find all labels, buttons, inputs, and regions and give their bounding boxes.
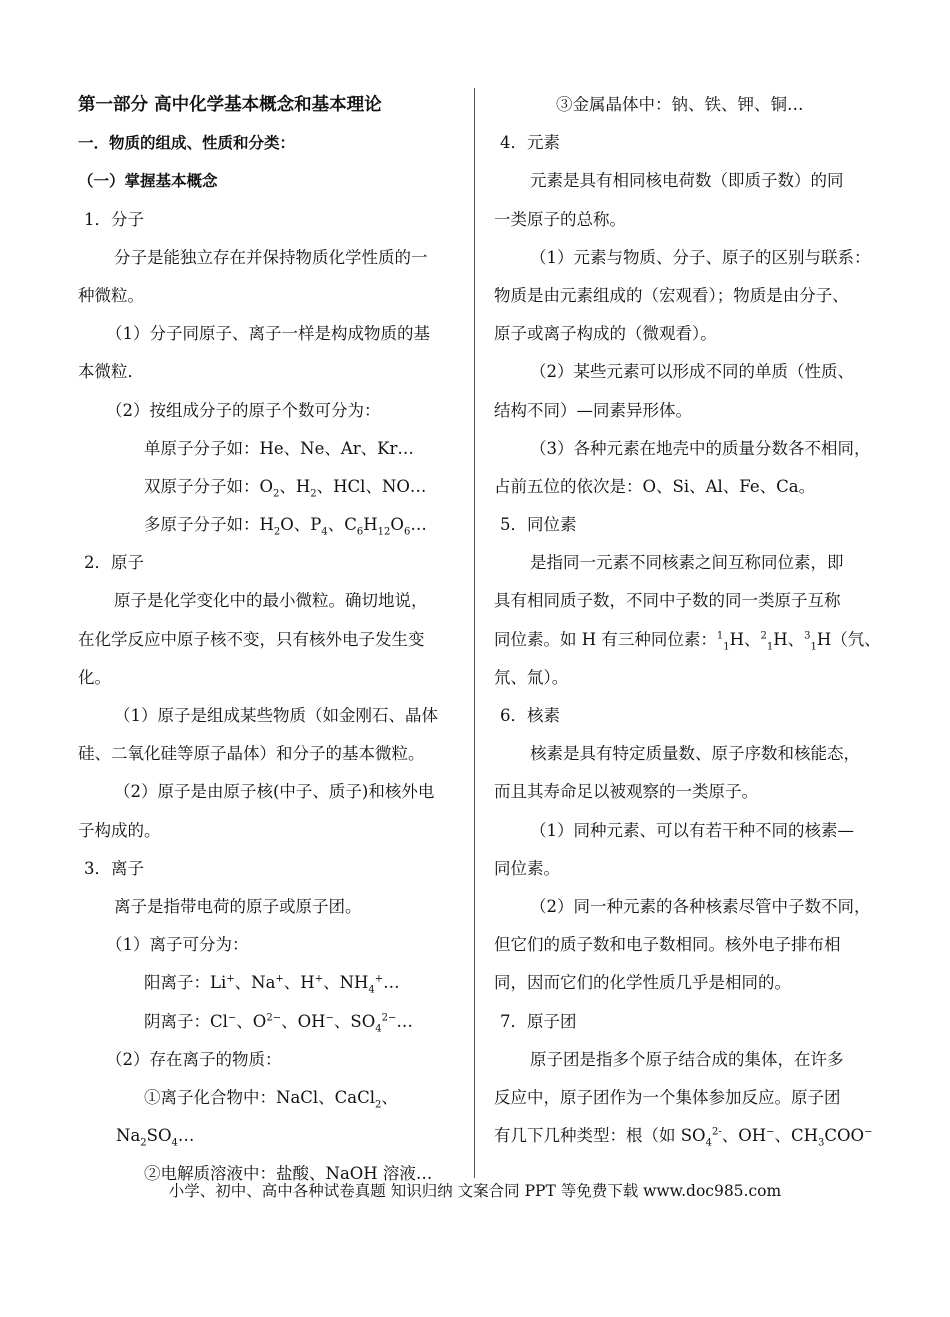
formula-label: 阳离子： bbox=[144, 973, 210, 993]
superscript: + bbox=[226, 973, 235, 985]
superscript: + bbox=[314, 973, 324, 985]
formula-text: H、 bbox=[729, 629, 761, 649]
subscript: 6 bbox=[403, 526, 411, 538]
formula-text: 、C bbox=[327, 515, 357, 535]
paragraph-line: 化。 bbox=[78, 667, 111, 687]
subscript: 4 bbox=[171, 1137, 178, 1149]
paragraph-line: （2）某些元素可以形成不同的单质（性质、 bbox=[530, 362, 854, 382]
page-title: 第一部分 高中化学基本概念和基本理论 bbox=[78, 95, 382, 115]
formula-text: H bbox=[259, 515, 274, 535]
paragraph-line: 本微粒． bbox=[78, 362, 144, 382]
paragraph-line: 具有相同质子数，不同中子数的同一类原子互称 bbox=[494, 591, 841, 611]
formula-text: He、Ne、Ar、Kr… bbox=[259, 438, 414, 458]
superscript: + bbox=[275, 973, 284, 985]
formula-text: 、HCl、NO… bbox=[316, 476, 427, 496]
formula-label: 单原子分子如： bbox=[144, 438, 260, 458]
item-heading-isotope: 5．同位素 bbox=[500, 515, 577, 535]
left-column bbox=[78, 86, 458, 1193]
formula-text: 、SO bbox=[333, 1011, 376, 1031]
isotope-line bbox=[494, 621, 882, 659]
formula-text: … bbox=[410, 515, 427, 535]
formula-line-metal: ③金属晶体中：钠、铁、钾、铜… bbox=[556, 95, 804, 114]
superscript: − bbox=[766, 1126, 775, 1138]
paragraph-line: 一类原子的总称。 bbox=[494, 209, 626, 229]
subscript: 2 bbox=[310, 488, 317, 500]
formula-label: ①离子化合物中： bbox=[144, 1087, 276, 1107]
formula-line-ionic-compound-cont bbox=[78, 1117, 458, 1155]
formula-line-electrolyte: ②电解质溶液中：盐酸、NaOH 溶液… bbox=[144, 1164, 433, 1184]
subscript: 6 bbox=[356, 526, 364, 538]
subscript: 1 bbox=[723, 640, 730, 652]
formula-label: 有几下几种类型：根（如 SO bbox=[494, 1126, 706, 1146]
paragraph-line: 分子是能独立存在并保持物质化学性质的一 bbox=[114, 247, 428, 267]
paragraph-line: 氘、氚）。 bbox=[494, 667, 569, 687]
paragraph-line: 离子是指带电荷的原子或原子团。 bbox=[114, 896, 362, 916]
item-heading-ion: 3．离子 bbox=[84, 858, 144, 878]
paragraph-line: （1）同种元素、可以有若干种不同的核素— bbox=[530, 820, 854, 840]
page-footer: 小学、初中、高中各种试卷真题 知识归纳 文案合同 PPT 等免费下载 www.doc985.com bbox=[168, 1182, 782, 1200]
subscript: 4 bbox=[368, 984, 375, 996]
formula-text: … bbox=[383, 973, 400, 993]
formula-line-ionic-compound bbox=[78, 1079, 458, 1117]
paragraph-line: 元素是具有相同核电荷数（即质子数）的同 bbox=[530, 171, 844, 191]
superscript: 2− bbox=[381, 1012, 397, 1023]
formula-text: Li bbox=[210, 973, 227, 993]
paragraph-line: 结构不同）—同素异形体。 bbox=[494, 400, 692, 420]
item-heading-molecule: 1．分子 bbox=[84, 209, 144, 229]
subscript: 2 bbox=[375, 1099, 382, 1111]
formula-line-polyatomic bbox=[78, 506, 458, 544]
formula-text: NaCl、CaCl bbox=[276, 1087, 376, 1107]
paragraph-line: 原子或离子构成的（微观看）。 bbox=[494, 324, 717, 344]
paragraph-line: （2）按组成分子的原子个数可分为： bbox=[106, 400, 381, 420]
paragraph-line: （2）原子是由原子核(中子、质子)和核外电 bbox=[114, 782, 435, 802]
paragraph-line: 占前五位的依次是：O、Si、Al、Fe、Ca。 bbox=[494, 476, 816, 496]
formula-text: H、 bbox=[773, 629, 805, 649]
paragraph-line: 而且其寿命足以被观察的一类原子。 bbox=[494, 782, 758, 802]
right-column bbox=[494, 86, 882, 1155]
paragraph-line: 物质是由元素组成的（宏观看）；物质是由分子、 bbox=[494, 285, 849, 305]
subscript: 2 bbox=[273, 526, 281, 538]
paragraph-line: 同，因而它们的化学性质几乎是相同的。 bbox=[494, 973, 791, 993]
superscript: − bbox=[325, 1012, 334, 1023]
formula-line-monatomic bbox=[78, 430, 458, 468]
formula-text: O bbox=[390, 515, 404, 535]
superscript: + bbox=[374, 973, 384, 985]
superscript: 2− bbox=[266, 1012, 282, 1023]
paragraph-line: （2）存在离子的物质： bbox=[106, 1049, 282, 1069]
subscript: 4 bbox=[705, 1137, 712, 1149]
superscript: 2 bbox=[760, 630, 767, 642]
paragraph-line: （1）分子同原子、离子一样是构成物质的基 bbox=[106, 324, 430, 344]
formula-text: 、NH bbox=[323, 973, 369, 993]
formula-text: O、P bbox=[280, 515, 322, 535]
formula-text: … bbox=[177, 1126, 195, 1146]
formula-text: … bbox=[396, 1011, 413, 1031]
section-heading: 一．物质的组成、性质和分类： bbox=[78, 134, 296, 153]
formula-text: H（氕、 bbox=[816, 629, 881, 649]
subscript: 2 bbox=[140, 1137, 147, 1149]
subsection-heading: （一）掌握基本概念 bbox=[78, 172, 218, 191]
formula-text: Na bbox=[116, 1126, 141, 1146]
item-heading-atom: 2．原子 bbox=[84, 553, 144, 573]
paragraph-line: 核素是具有特定质量数、原子序数和核能态， bbox=[530, 744, 860, 764]
paragraph-line: 是指同一元素不同核素之间互称同位素，即 bbox=[530, 553, 844, 573]
paragraph-line: （3）各种元素在地壳中的质量分数各不相同， bbox=[530, 438, 871, 458]
subscript: 2 bbox=[273, 488, 280, 500]
superscript: 1 bbox=[716, 630, 724, 642]
superscript: 2- bbox=[711, 1126, 722, 1138]
formula-label: 同位素。如 H 有三种同位素： bbox=[494, 629, 717, 649]
formula-text: 、OH bbox=[281, 1011, 326, 1031]
formula-text: 、H bbox=[283, 973, 315, 993]
paragraph-line: （1）元素与物质、分子、原子的区别与联系： bbox=[530, 247, 871, 267]
item-heading-nuclide: 6．核素 bbox=[500, 706, 560, 725]
paragraph-line: 原子团是指多个原子结合成的集体，在许多 bbox=[530, 1049, 844, 1069]
subscript: 4 bbox=[321, 526, 328, 538]
formula-text: 、O bbox=[236, 1011, 267, 1031]
paragraph-line: 原子是化学变化中的最小微粒。确切地说， bbox=[114, 591, 428, 611]
subscript: 3 bbox=[818, 1137, 825, 1149]
formula-text: Cl bbox=[210, 1011, 228, 1031]
formula-text: SO bbox=[146, 1126, 172, 1146]
radical-line bbox=[494, 1117, 882, 1155]
paragraph-line: 同位素。 bbox=[494, 858, 560, 878]
formula-line-cation bbox=[78, 964, 458, 1002]
subscript: 1 bbox=[766, 640, 774, 652]
subscript: 4 bbox=[375, 1022, 382, 1034]
formula-text: H bbox=[363, 515, 378, 535]
paragraph-line: （1）原子是组成某些物质（如金刚石、晶体 bbox=[114, 706, 438, 725]
item-heading-atomic-group: 7．原子团 bbox=[500, 1011, 577, 1031]
paragraph-line: 种微粒。 bbox=[78, 285, 144, 305]
formula-label: 阴离子： bbox=[144, 1011, 210, 1031]
formula-text: O bbox=[259, 476, 274, 496]
formula-label: 多原子分子如： bbox=[144, 515, 260, 535]
formula-line-diatomic bbox=[78, 468, 458, 506]
item-heading-element: 4．元素 bbox=[500, 133, 560, 153]
paragraph-line: （1）离子可分为： bbox=[106, 935, 249, 955]
paragraph-line: 在化学反应中原子核不变，只有核外电子发生变 bbox=[78, 629, 425, 649]
superscript: − bbox=[864, 1126, 873, 1138]
paragraph-line: 反应中，原子团作为一个集体参加反应。原子团 bbox=[494, 1087, 841, 1107]
superscript: − bbox=[227, 1012, 237, 1023]
subscript: 12 bbox=[377, 526, 391, 538]
paragraph-line: 子构成的。 bbox=[78, 820, 161, 840]
paragraph-line: 但它们的质子数和电子数相同。核外电子排布相 bbox=[494, 935, 841, 955]
column-divider bbox=[474, 88, 475, 1178]
paragraph-line: （2）同一种元素的各种核素尽管中子数不同， bbox=[530, 896, 871, 916]
superscript: 3 bbox=[804, 630, 811, 642]
formula-text: 、CH bbox=[774, 1126, 819, 1146]
subscript: 1 bbox=[810, 640, 817, 652]
formula-text: 、 bbox=[381, 1087, 398, 1107]
formula-text: 、Na bbox=[234, 973, 276, 993]
formula-text: 、OH bbox=[721, 1126, 767, 1146]
formula-text: COO bbox=[824, 1126, 865, 1146]
formula-line-anion bbox=[78, 1003, 458, 1041]
formula-text: 、H bbox=[279, 476, 311, 496]
paragraph-line: 硅、二氧化硅等原子晶体）和分子的基本微粒。 bbox=[78, 744, 425, 764]
formula-label: 双原子分子如： bbox=[144, 476, 260, 496]
